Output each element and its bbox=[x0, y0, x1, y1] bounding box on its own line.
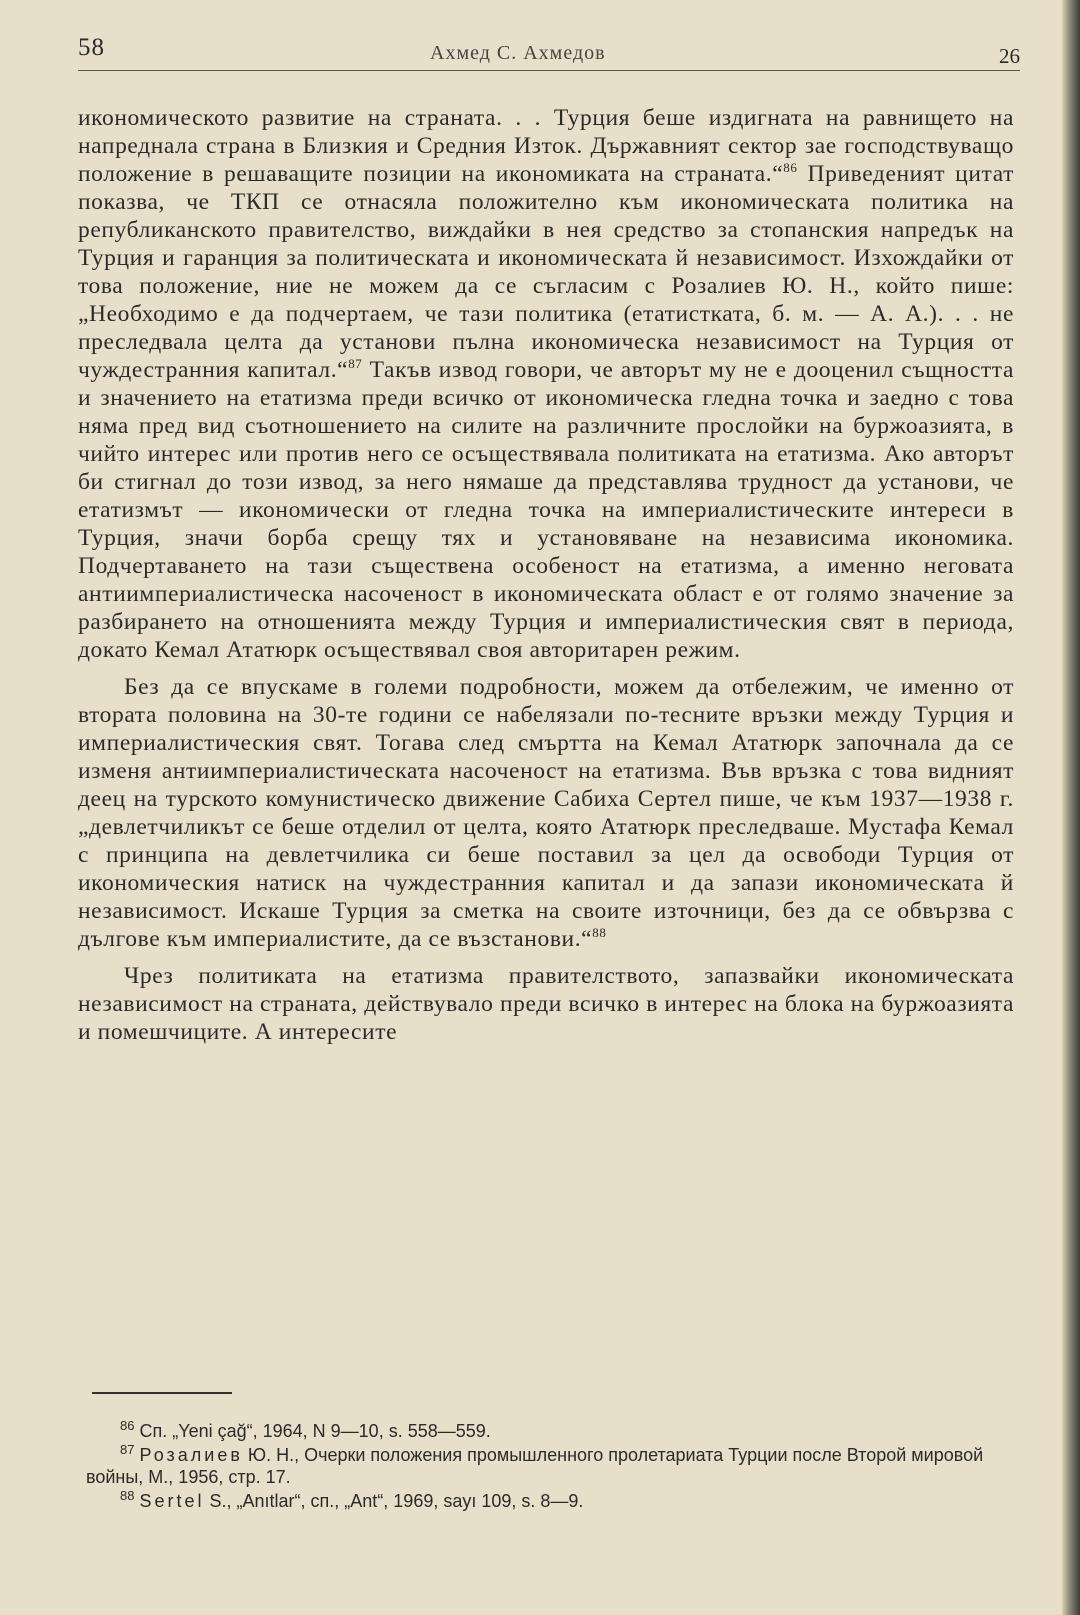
book-spine-shadow bbox=[1062, 0, 1080, 1615]
footnote-ref: 88 bbox=[592, 925, 607, 941]
paragraph bbox=[78, 673, 1014, 953]
body-text bbox=[78, 104, 1014, 1055]
footnote-separator bbox=[92, 1392, 232, 1394]
footnote-author: Sertel bbox=[139, 1491, 205, 1511]
page-number-right: 26 bbox=[999, 44, 1020, 68]
paragraph-text: Приведеният цитат показва, че ТКП се отнасяла положително към икономическата политика на републиканското правителство, виждайки в нея средство за стопанския напредък на Турция и гаранция за политическата и икономическата й независимост. Изхождайки от това положение, ние не можем да се съгласим с Розалиев Ю. Н., който пише: „Необходимо е да подчертаем, че тази политика (етатистката, б. м. — А. А.). . . не преследвала целта да установи пълна икономическа независимост на Турция от чуждестранния капитал.“ bbox=[78, 161, 1014, 383]
footnote-ref: 86 bbox=[783, 160, 798, 176]
page-header bbox=[78, 34, 1020, 74]
footnote bbox=[86, 1420, 1004, 1442]
footnote-ref: 87 bbox=[348, 356, 363, 372]
footnote-number: 88 bbox=[120, 1488, 135, 1503]
footnote bbox=[86, 1490, 1004, 1512]
page-number-left: 58 bbox=[78, 34, 105, 61]
footnote bbox=[86, 1444, 1004, 1488]
paragraph bbox=[78, 962, 1014, 1046]
footnote-number: 87 bbox=[120, 1442, 135, 1457]
paragraph-text: Чрез политиката на етатизма правителството, запазвайки икономическата независимост на страната, действувало преди всичко в интерес на блока на буржоазията и помешчиците. А интересите bbox=[78, 963, 1014, 1045]
running-head: Ахмед С. Ахмедов bbox=[430, 42, 606, 64]
paragraph-text: икономическото развитие на страната. . . Турция беше издигната на равнището на напреднала страна в Близкия и Средния Изток. Държавният сектор зае господствуващо положение в решаващите позиции на икономиката на страната.“ bbox=[78, 105, 1014, 187]
paragraph-text: Без да се впускаме в големи подробности, можем да отбележим, че именно от втората половина на 30-те години се набелязали по-тесните връзки между Турция и империалистическия свят. Тогава след смъртта на Кемал Ататюрк започнала да се изменя антиимпериалистическата насоченост на етатизма. Във връзка с това видният деец на турското комунистическо движение Сабиха Сертел пише, че към 1937—1938 г. „девлетчиликът се беше отделил от целта, която Ататюрк преследваше. Мустафа Кемал с принципа на девлетчилика си беше поставил за цел да освободи Турция от икономическия натиск на чуждестранния капитал и да запази икономическата й независимост. Искаше Турция за сметка на своите източници, без да се обвързва с дългове към империалистите, да се възстанови.“ bbox=[78, 674, 1014, 952]
footnote-number: 86 bbox=[120, 1418, 135, 1433]
paragraph bbox=[78, 104, 1014, 664]
footnotes bbox=[86, 1420, 1004, 1514]
footnote-text: Сп. „Yeni çağ“, 1964, N 9—10, s. 558—559. bbox=[139, 1421, 491, 1441]
footnote-text: Ю. Н., Очерки положения промышленного пролетариата Турции после Второй мировой войны, М., 1956, стр. 17. bbox=[86, 1445, 984, 1487]
paragraph-text: Такъв извод говори, че авторът му не е дооценил същността и значението на етатизма преди всичко от икономическа гледна точка и заедно с това няма пред вид съотношението на силите на различните прослойки на буржоазията, в чийто интерес или против него се осъществявала политиката на етатизма. Ако авторът би стигнал до този извод, за него нямаше да представлява трудност да установи, че етатизмът — икономически от гледна точка на империалистическите интереси в Турция, значи борба срещу тях и установяване на независима икономика. Подчертаването на тази съществена особеност на етатизма, а именно неговата антиимпериалистическа насоченост в икономическата област е от голямо значение за разбирането на отношенията между Турция и империалистическия свят в периода, докато Кемал Ататюрк осъществявал своя авторитарен режим. bbox=[78, 357, 1014, 663]
header-rule bbox=[78, 70, 1020, 71]
footnote-text: S., „Anıtlar“, сп., „Ant“, 1969, sayı 109, s. 8—9. bbox=[204, 1491, 584, 1511]
footnote-author: Розалиев bbox=[139, 1445, 243, 1465]
